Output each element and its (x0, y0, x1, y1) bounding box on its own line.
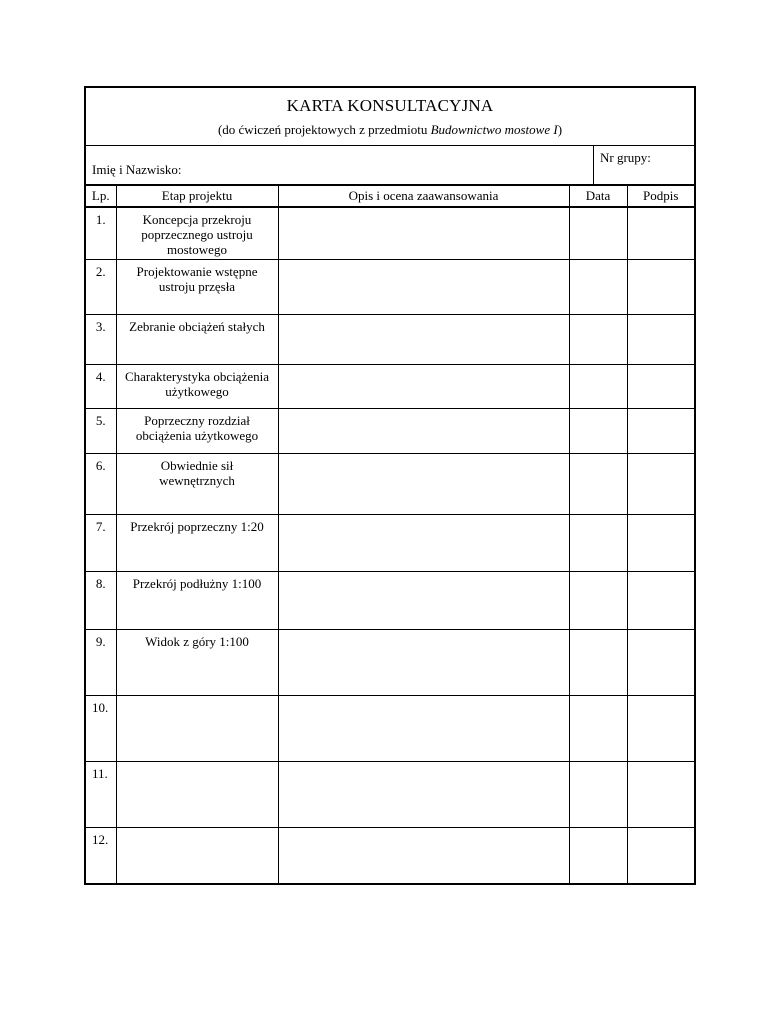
description-cell[interactable] (278, 364, 569, 408)
consultation-table (86, 184, 694, 884)
description-cell[interactable] (278, 408, 569, 453)
description-cell[interactable] (278, 761, 569, 827)
table-row (86, 259, 694, 314)
stage-name[interactable] (116, 761, 278, 827)
date-cell[interactable] (569, 259, 627, 314)
description-cell[interactable] (278, 514, 569, 571)
description-cell[interactable] (278, 571, 569, 629)
row-number: 5. (86, 408, 116, 453)
column-header-opis: Opis i ocena zaawansowania (278, 184, 569, 207)
signature-cell[interactable] (627, 695, 694, 761)
card-subtitle (86, 122, 694, 138)
table-row (86, 453, 694, 514)
date-cell[interactable] (569, 695, 627, 761)
date-cell[interactable] (569, 761, 627, 827)
name-row (86, 146, 694, 186)
table-row (86, 364, 694, 408)
table-row (86, 514, 694, 571)
table-row (86, 827, 694, 884)
table-row (86, 408, 694, 453)
description-cell[interactable] (278, 453, 569, 514)
column-header-etap: Etap projektu (116, 184, 278, 207)
date-cell[interactable] (569, 364, 627, 408)
row-number: 6. (86, 453, 116, 514)
description-cell[interactable] (278, 629, 569, 695)
stage-name: Koncepcja przekroju poprzecznego ustroju mostowego (116, 207, 278, 259)
table-row (86, 571, 694, 629)
row-number: 2. (86, 259, 116, 314)
description-cell[interactable] (278, 827, 569, 884)
signature-cell[interactable] (627, 259, 694, 314)
column-header-lp: Lp. (86, 184, 116, 207)
signature-cell[interactable] (627, 571, 694, 629)
row-number: 10. (86, 695, 116, 761)
date-cell[interactable] (569, 629, 627, 695)
signature-cell[interactable] (627, 514, 694, 571)
signature-cell[interactable] (627, 761, 694, 827)
description-cell[interactable] (278, 207, 569, 259)
stage-name[interactable] (116, 827, 278, 884)
row-number: 1. (86, 207, 116, 259)
group-field[interactable] (593, 146, 695, 184)
table-row (86, 314, 694, 364)
consultation-card (84, 86, 696, 885)
stage-name: Widok z góry 1:100 (116, 629, 278, 695)
group-label: Nr grupy: (600, 150, 651, 165)
date-cell[interactable] (569, 408, 627, 453)
table-row (86, 207, 694, 259)
description-cell[interactable] (278, 314, 569, 364)
stage-name: Zebranie obciążeń stałych (116, 314, 278, 364)
signature-cell[interactable] (627, 453, 694, 514)
subtitle-prefix: (do ćwiczeń projektowych z przedmiotu (217, 122, 431, 137)
stage-name: Poprzeczny rozdział obciążenia użytkowego (116, 408, 278, 453)
subtitle-subject: Budownictwo mostowe I (430, 122, 558, 137)
date-cell[interactable] (569, 314, 627, 364)
signature-cell[interactable] (627, 364, 694, 408)
stage-name: Obwiednie sił wewnętrznych (116, 453, 278, 514)
date-cell[interactable] (569, 514, 627, 571)
row-number: 8. (86, 571, 116, 629)
table-row (86, 761, 694, 827)
stage-name: Przekrój poprzeczny 1:20 (116, 514, 278, 571)
column-header-podpis: Podpis (627, 184, 694, 207)
stage-name[interactable] (116, 695, 278, 761)
signature-cell[interactable] (627, 629, 694, 695)
date-cell[interactable] (569, 207, 627, 259)
stage-name: Projektowanie wstępne ustroju przęsła (116, 259, 278, 314)
description-cell[interactable] (278, 259, 569, 314)
stage-name: Charakterystyka obciążenia użytkowego (116, 364, 278, 408)
description-cell[interactable] (278, 695, 569, 761)
row-number: 7. (86, 514, 116, 571)
row-number: 9. (86, 629, 116, 695)
table-row (86, 629, 694, 695)
table-header-row (86, 184, 694, 207)
signature-cell[interactable] (627, 408, 694, 453)
card-title: KARTA KONSULTACYJNA (286, 96, 494, 115)
name-field[interactable]: Imię i Nazwisko: (92, 162, 182, 177)
row-number: 12. (86, 827, 116, 884)
signature-cell[interactable] (627, 207, 694, 259)
date-cell[interactable] (569, 827, 627, 884)
date-cell[interactable] (569, 453, 627, 514)
date-cell[interactable] (569, 571, 627, 629)
card-header (86, 88, 694, 146)
subtitle-suffix: ) (557, 122, 563, 137)
row-number: 3. (86, 314, 116, 364)
table-row (86, 695, 694, 761)
signature-cell[interactable] (627, 314, 694, 364)
stage-name: Przekrój podłużny 1:100 (116, 571, 278, 629)
row-number: 11. (86, 761, 116, 827)
column-header-data: Data (569, 184, 627, 207)
signature-cell[interactable] (627, 827, 694, 884)
row-number: 4. (86, 364, 116, 408)
